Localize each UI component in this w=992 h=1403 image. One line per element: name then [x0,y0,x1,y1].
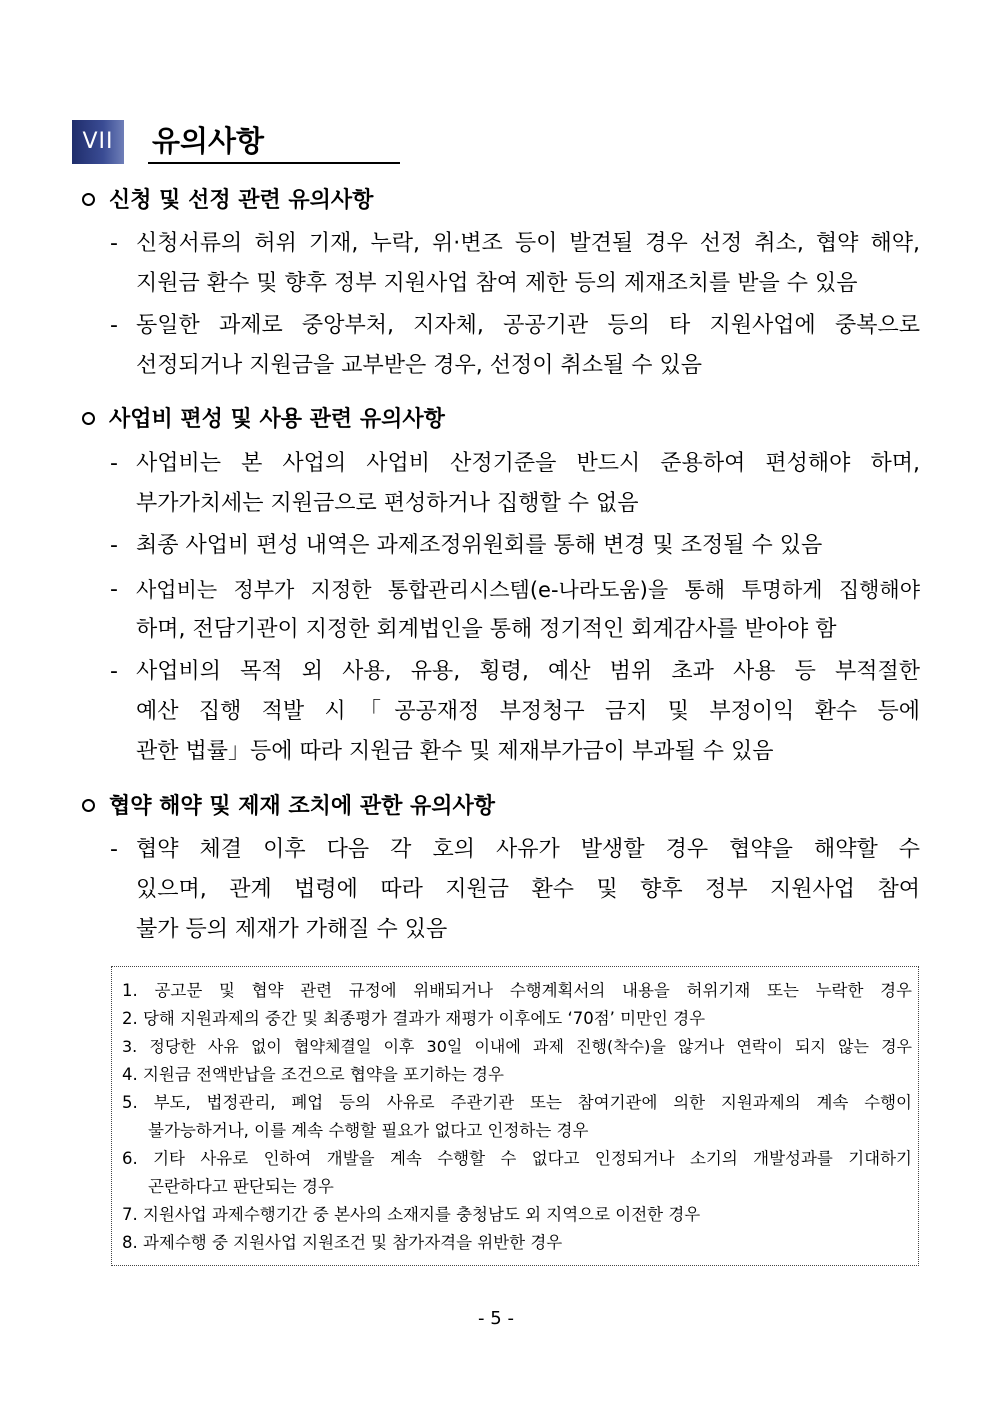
box-list-item: 1. 공고문 및 협약 관련 규정에 위배되거나 수행계획서의 내용을 허위기재 또는 누락한 경우 [122,981,912,1000]
box-list-item: 6. 기타 사유로 인하여 개발을 계속 수행할 수 없다고 인정되거나 소기의 개발성과를 기대하기 [122,1149,912,1168]
box-list-item: 8. 과제수행 중 지원사업 지원조건 및 참가자격을 위반한 경우 [122,1233,563,1252]
list-item: - 협약 체결 이후 다음 각 호의 사유가 발생할 경우 협약을 해약할 수 있으며, 관계 법령에 따라 지원금 환수 및 향후 정부 지원사업 참여 불가 등의 제재가 가해질 수 있음 [110,837,920,942]
box-list-item: 7. 지원사업 과제수행기간 중 본사의 소재지를 충청남도 외 지역으로 이전한 경우 [122,1205,701,1224]
subsection-heading-1: 신청 및 선정 관련 유의사항 [82,186,373,216]
circle-bullet-icon [82,799,95,812]
subsection-heading-2: 사업비 편성 및 사용 관련 유의사항 [82,405,445,435]
list-item: - 동일한 과제로 중앙부처, 지자체, 공공기관 등의 타 지원사업에 중복으로 선정되거나 지원금을 교부받은 경우, 선정이 취소될 수 있음 [110,313,920,378]
subsection-heading-3: 협약 해약 및 제재 조치에 관한 유의사항 [82,792,495,822]
box-list-item: 4. 지원금 전액반납을 조건으로 협약을 포기하는 경우 [122,1065,504,1084]
circle-bullet-icon [82,412,95,425]
box-list-item: 5. 부도, 법정관리, 폐업 등의 사유로 주관기관 또는 참여기관에 의한 지원과제의 계속 수행이 [122,1093,912,1112]
list-item: - 최종 사업비 편성 내역은 과제조정위원회를 통해 변경 및 조정될 수 있음 [110,533,823,558]
section-title-underline [148,162,400,164]
box-list-item: 3. 정당한 사유 없이 협약체결일 이후 30일 이내에 과제 진행(착수)을 않거나 연락이 되지 않는 경우 [122,1037,912,1056]
circle-bullet-icon [82,193,95,206]
section-header [72,120,332,166]
list-item: - 사업비는 본 사업의 사업비 산정기준을 반드시 준용하여 편성해야 하며, 부가가치세는 지원금으로 편성하거나 집행할 수 없음 [110,451,920,516]
section-title: 유의사항 [152,124,265,158]
sanction-conditions-box [111,966,919,1266]
sanction-conditions-list [122,977,912,1257]
list-item: - 신청서류의 허위 기재, 누락, 위·변조 등이 발견될 경우 선정 취소, 협약 해약, 지원금 환수 및 향후 정부 지원사업 참여 제한 등의 제재조치를 받을 수 있음 [110,231,920,296]
list-item: - 사업비의 목적 외 사용, 유용, 횡령, 예산 범위 초과 사용 등 부적절한 예산 집행 적발 시「공공재정 부정청구 금지 및 부정이익 환수 등에 관한 법률」등에 따라 지원금 환수 및 제재부가금이 부과될 수 있음 [110,659,920,764]
box-list-item: 2. 당해 지원과제의 중간 및 최종평가 결과가 재평가 이후에도 ‘70점’ 미만인 경우 [122,1009,706,1028]
box-list-item-continued: 곤란하다고 판단되는 경우 [148,1177,334,1196]
list-item: - 사업비는 정부가 지정한 통합관리시스템(e-나라도움)을 통해 투명하게 집행해야 하며, 전담기관이 지정한 회계법인을 통해 정기적인 회계감사를 받아야 함 [110,577,920,642]
page-number: - 5 - [478,1308,514,1329]
box-list-item-continued: 불가능하거나, 이를 계속 수행할 필요가 없다고 인정하는 경우 [148,1121,589,1140]
section-number-badge: VII [72,120,124,164]
